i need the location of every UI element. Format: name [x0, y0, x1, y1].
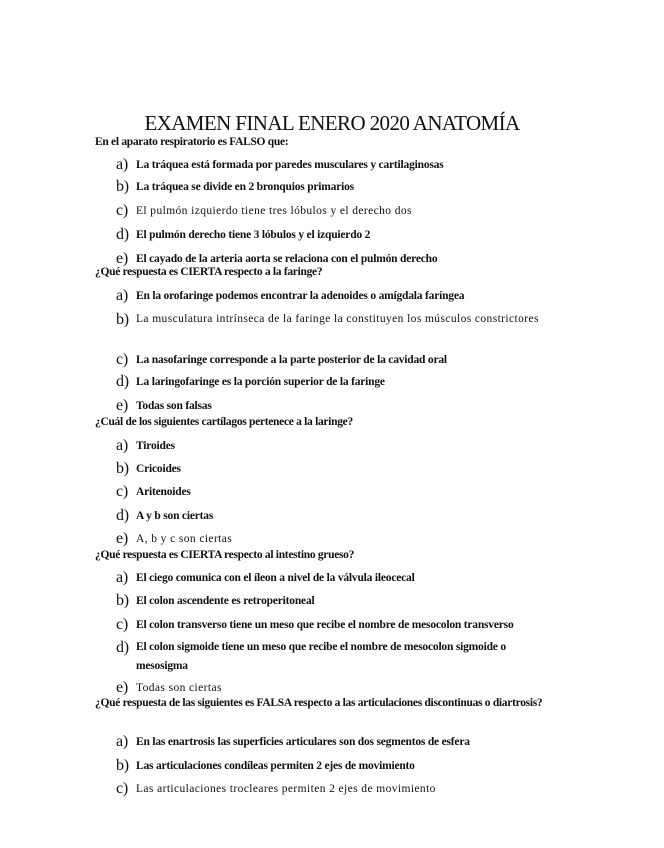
question-2-option-b: [116, 310, 586, 330]
option-letter: b): [116, 460, 129, 477]
option-letter: b): [116, 178, 129, 195]
option-text: A, b y c son ciertas: [136, 533, 233, 545]
question-2-text: ¿Qué respuesta es CIERTA respecto a la faringe?: [95, 266, 323, 278]
option-letter: d): [116, 373, 129, 390]
option-letter: c): [116, 351, 129, 368]
option-text: Las articulaciones condíleas permiten 2 ejes de movimiento: [136, 760, 415, 772]
option-text: El colon ascendente es retroperitoneal: [136, 595, 315, 607]
option-text: En la orofaringe podemos encontrar la adenoides o amígdala faríngea: [136, 290, 465, 302]
question-5-option-c: [116, 779, 586, 799]
option-text: Aritenoides: [136, 486, 191, 498]
question-3-option-e: [116, 529, 586, 549]
option-letter: b): [116, 311, 129, 328]
question-4-option-b: [116, 591, 586, 611]
option-letter: d): [116, 226, 129, 243]
option-text: El colon sigmoide tiene un meso que recibe el nombre de mesocolon sigmoide o mesosigma: [136, 641, 506, 672]
question-1-option-d: [116, 225, 586, 245]
option-text: El pulmón derecho tiene 3 lóbulos y el izquierdo 2: [136, 229, 371, 241]
question-2-option-e: [116, 396, 586, 416]
option-text: Todas son falsas: [136, 400, 212, 412]
question-1-option-c: [116, 201, 586, 221]
question-3-option-c: [116, 482, 586, 502]
option-text: A y b son ciertas: [136, 510, 214, 522]
question-1-text: En el aparato respiratorio es FALSO que:: [95, 136, 289, 148]
option-text: La tráquea está formada por paredes musculares y cartilaginosas: [136, 159, 444, 171]
option-text: La tráquea se divide en 2 bronquios primarios: [136, 181, 354, 193]
question-5-option-b: [116, 756, 586, 776]
option-letter: e): [116, 397, 129, 414]
option-text: La laringofaringe es la porción superior de la faringe: [136, 376, 385, 388]
option-text: Cricoides: [136, 463, 181, 475]
question-3-text: ¿Cuál de los siguientes cartílagos pertenece a la laringe?: [95, 416, 353, 428]
option-text: En las enartrosis las superficies articulares son dos segmentos de esfera: [136, 736, 470, 748]
option-letter: b): [116, 592, 129, 609]
option-letter: a): [116, 569, 129, 586]
question-5-text: ¿Qué respuesta de las siguientes es FALSA respecto a las articulaciones discontinuas o diartrosis?: [95, 697, 543, 709]
question-1-option-b: [116, 177, 586, 197]
exam-title: EXAMEN FINAL ENERO 2020 ANATOMÍA: [144, 111, 520, 135]
question-5-option-a: [116, 732, 586, 752]
option-text: La nasofaringe corresponde a la parte posterior de la cavidad oral: [136, 354, 447, 366]
question-1-option-a: [116, 155, 586, 175]
question-4-text: ¿Qué respuesta es CIERTA respecto al intestino grueso?: [95, 549, 355, 561]
option-letter: c): [116, 202, 129, 219]
option-text: Tiroides: [136, 440, 175, 452]
question-4-option-a: [116, 568, 586, 588]
option-letter: d): [116, 507, 129, 524]
option-text: Las articulaciones trocleares permiten 2 ejes de movimiento: [136, 783, 436, 795]
question-2-option-d: [116, 372, 586, 392]
option-text: El cayado de la arteria aorta se relaciona con el pulmón derecho: [136, 253, 438, 265]
option-letter: e): [116, 530, 129, 547]
option-text: Todas son ciertas: [136, 682, 222, 694]
option-letter: b): [116, 757, 129, 774]
question-2-option-c: [116, 350, 586, 370]
question-2-option-a: [116, 286, 586, 306]
option-text: La musculatura intrínseca de la faringe la constituyen los músculos constrictores: [136, 313, 539, 325]
option-letter: e): [116, 250, 129, 267]
option-text: El colon transverso tiene un meso que recibe el nombre de mesocolon transverso: [136, 619, 514, 631]
question-4-option-c: [116, 615, 586, 635]
option-letter: a): [116, 287, 129, 304]
option-letter: d): [116, 639, 129, 656]
question-4-option-d: [116, 638, 586, 676]
option-letter: a): [116, 156, 129, 173]
option-text: El ciego comunica con el íleon a nivel de la válvula ileocecal: [136, 572, 415, 584]
option-letter: c): [116, 483, 129, 500]
option-letter: c): [116, 780, 129, 797]
option-letter: c): [116, 616, 129, 633]
question-3-option-b: [116, 459, 586, 479]
option-letter: a): [116, 733, 129, 750]
question-3-option-a: [116, 436, 586, 456]
option-letter: e): [116, 679, 129, 696]
option-text: El pulmón izquierdo tiene tres lóbulos y el derecho dos: [136, 205, 412, 217]
question-3-option-d: [116, 506, 586, 526]
option-letter: a): [116, 437, 129, 454]
